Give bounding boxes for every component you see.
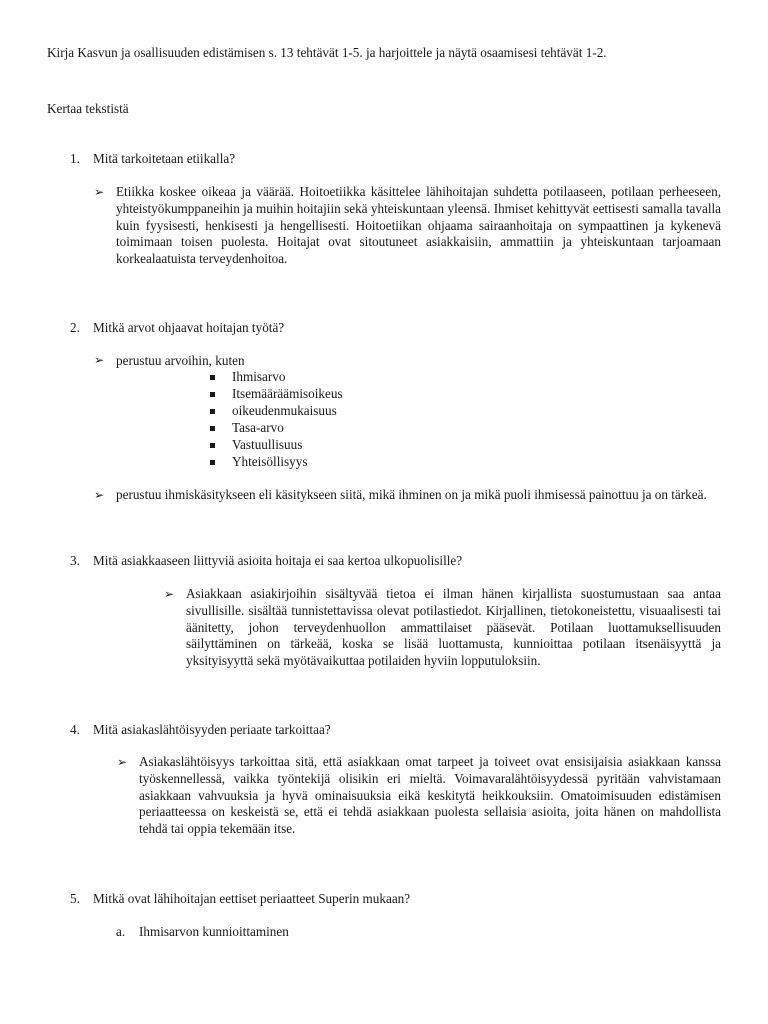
question-number: 2. — [70, 320, 80, 335]
value-item: Yhteisöllisyys — [232, 454, 308, 469]
intro-text: Kirja Kasvun ja osallisuuden edistämisen s. 13 tehtävät 1-5. ja harjoittele ja näytä osaamisesi tehtävät 1-2. — [47, 45, 607, 60]
answer-text: perustuu arvoihin, kuten — [116, 353, 245, 368]
section-heading: Kertaa tekstistä — [47, 101, 129, 116]
square-bullet-icon — [210, 375, 215, 380]
square-bullet-icon — [210, 460, 215, 465]
answer-paragraph: Etiikka koskee oikeaa ja väärää. Hoitoetiikka käsittelee lähihoitajan suhdetta potilaaseen, potilaan perheeseen, yhteistyökumppaneihin ja muihin hoitajiin sekä yhteiskuntaan yleensä. Ihmiset kehittyvät eettisesti samalla tavalla kuin fyysisesti, henkisesti ja hengellisesti. Hoitoetiikan ohjaama sairaanhoitaja on sympaattinen ja kykenevä toimimaan toisen puolesta. Hoitajat ovat sitoutuneet asiakkaisiin, ammattiin ja yhteiskuntaan tarjoamaan korkealaatuista terveydenhoitoa. — [116, 184, 721, 267]
square-bullet-icon — [210, 392, 215, 397]
sub-item-text: Ihmisarvon kunnioittaminen — [139, 924, 289, 939]
value-item: Tasa-arvo — [232, 420, 284, 435]
question-number: 3. — [70, 553, 80, 568]
value-item: Ihmisarvo — [232, 369, 286, 384]
question-number: 1. — [70, 151, 80, 166]
sub-item-letter: a. — [116, 924, 126, 939]
value-item: oikeudenmukaisuus — [232, 403, 337, 418]
arrow-bullet-icon: ➢ — [117, 755, 128, 769]
question-text: Mitkä ovat lähihoitajan eettiset periaatteet Superin mukaan? — [93, 891, 411, 906]
square-bullet-icon — [210, 443, 215, 448]
question-number: 5. — [70, 891, 80, 906]
arrow-bullet-icon: ➢ — [164, 587, 175, 601]
answer-paragraph: Asiakkaan asiakirjoihin sisältyvää tietoa ei ilman hänen kirjallista suostumustaan saa antaa sivullisille. sisältää tunnistettavissa olevat potilastiedot. Kirjallinen, tietokoneistettu, visuaalisesti tai äänitetty, johon terveydenhuollon ammattilaiset pääsevät. Potilaan luottamuksellisuuden säilyttäminen on tärkeää, koska se lisää luottamusta, kunnioittaa potilaan itsenäisyyttä ja yksityisyyttä sekä myötävaikuttaa potilaiden hyviin lopputuloksiin. — [186, 586, 721, 669]
value-item: Vastuullisuus — [232, 437, 303, 452]
square-bullet-icon — [210, 409, 215, 414]
question-number: 4. — [70, 722, 80, 737]
answer-paragraph: perustuu ihmiskäsitykseen eli käsitykseen siitä, mikä ihminen on ja mikä puoli ihmisessä painottuu ja on tärkeä. — [116, 487, 707, 502]
arrow-bullet-icon: ➢ — [94, 185, 105, 199]
arrow-bullet-icon: ➢ — [94, 488, 105, 502]
question-text: Mitä asiakaslähtöisyyden periaate tarkoittaa? — [93, 722, 331, 737]
question-text: Mitkä arvot ohjaavat hoitajan työtä? — [93, 320, 285, 335]
square-bullet-icon — [210, 426, 215, 431]
answer-paragraph: Asiakaslähtöisyys tarkoittaa sitä, että asiakkaan omat tarpeet ja toiveet ovat ensisijaisia asiakkaan kanssa työskennellessä, vaikka työntekijä olisikin eri mieltä. Voimavaralähtöisyydessä pyritään vahvistamaan asiakkaan vahvuuksia ja hyvä ominaisuuksia eikä keskitytä heikkouksiin. Omatoimisuuden edistämisen periaatteessa on keskeistä se, että ei tehdä asiakkaan puolesta sellaisia asioita, joita hänen on mahdollista tehdä tai oppia tekemään itse. — [139, 754, 721, 837]
value-item: Itsemääräämisoikeus — [232, 386, 343, 401]
question-text: Mitä tarkoitetaan etiikalla? — [93, 151, 236, 166]
arrow-bullet-icon: ➢ — [94, 353, 105, 367]
question-text: Mitä asiakkaaseen liittyviä asioita hoitaja ei saa kertoa ulkopuolisille? — [93, 553, 463, 568]
